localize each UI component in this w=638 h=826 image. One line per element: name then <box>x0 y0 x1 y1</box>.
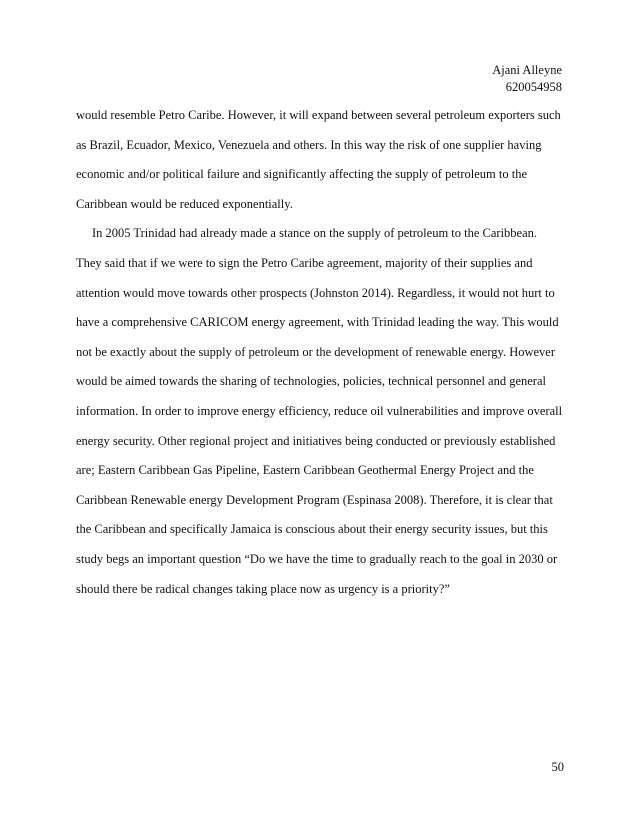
paragraph-2-line-8: energy security. Other regional project and initiatives being conducted or previously established <box>76 433 556 448</box>
paragraph-2-line-5: not be exactly about the supply of petroleum or the development of renewable energy. However <box>76 344 556 359</box>
paragraph-2-line-7: information. In order to improve energy efficiency, reduce oil vulnerabilities and improve overall <box>76 403 563 418</box>
paragraph-2-line-9: are; Eastern Caribbean Gas Pipeline, Eastern Caribbean Geothermal Energy Project and the <box>76 463 534 478</box>
paragraph-2-line-2: They said that if we were to sign the Petro Caribe agreement, majority of their supplies and <box>76 255 533 270</box>
author-name: Ajani Alleyne <box>492 63 562 77</box>
paragraph-2-line-10: Caribbean Renewable energy Development Program (Espinasa 2008). Therefore, it is clear that <box>76 492 553 507</box>
student-id: 620054958 <box>505 80 562 94</box>
paragraph-2-line-1: In 2005 Trinidad had already made a stance on the supply of petroleum to the Caribbean. <box>92 226 538 241</box>
paragraph-2-line-12: study begs an important question “Do we have the time to gradually reach to the goal in 2030 or <box>76 551 558 566</box>
paragraph-1-line-4: Caribbean would be reduced exponentially. <box>76 196 293 211</box>
paragraph-2-line-3: attention would move towards other prospects (Johnston 2014). Regardless, it would not hurt to <box>76 285 555 300</box>
page-number: 50 <box>551 760 564 774</box>
paragraph-2-line-6: would be aimed towards the sharing of technologies, policies, technical personnel and general <box>76 374 546 389</box>
paragraph-2-line-13: should there be radical changes taking place now as urgency is a priority?” <box>76 581 450 596</box>
paragraph-1-line-3: economic and/or political failure and significantly affecting the supply of petroleum to the <box>76 167 528 182</box>
paragraph-1-line-1: would resemble Petro Caribe. However, it will expand between several petroleum exporters such <box>76 108 561 122</box>
running-header <box>492 62 562 96</box>
paragraph-2-line-4: have a comprehensive CARICOM energy agreement, with Trinidad leading the way. This would <box>76 315 559 330</box>
body-text <box>76 101 564 604</box>
paragraph-1-line-2: as Brazil, Ecuador, Mexico, Venezuela and others. In this way the risk of one supplier having <box>76 137 542 152</box>
paragraph-2-line-11: the Caribbean and specifically Jamaica is conscious about their energy security issues, but this <box>76 522 548 537</box>
